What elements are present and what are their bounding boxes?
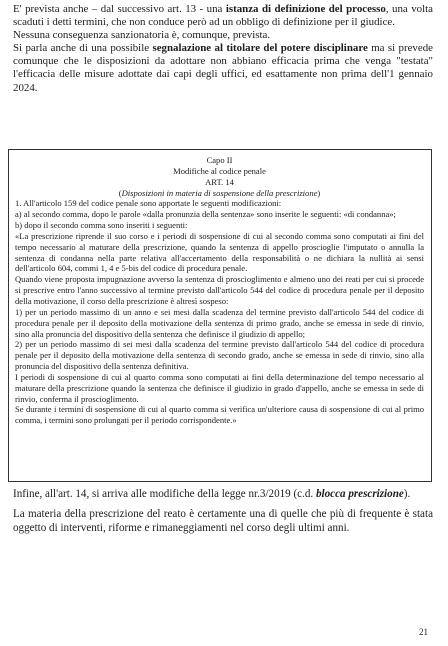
text: E' prevista anche – dal successivo art. 13 - una bbox=[13, 3, 226, 15]
article-line: a) al secondo comma, dopo le parole «dalla pronunzia della sentenza» sono inserite le seguenti: «di condanna»; bbox=[15, 209, 396, 220]
article-line: Se durante i termini di sospensione di cui al quarto comma si verifica un'ulteriore causa di sospensione di cui al primo comma, i termini sono prolungati per il periodo corrispondente.» bbox=[15, 404, 424, 426]
bold-italic-text: blocca prescrizione bbox=[315, 488, 404, 500]
text: ). bbox=[403, 488, 411, 500]
capo-heading: Capo II bbox=[206, 155, 233, 165]
article-line: b) dopo il secondo comma sono inseriti i seguenti: bbox=[15, 220, 188, 231]
text: Si parla anche di una possibile bbox=[13, 42, 153, 55]
article-line: Quando viene proposta impugnazione avverso la sentenza di proscioglimento e almeno uno dei reati per cui si procede si prescrive entro l'anno successivo al termine previsto dall'articolo 544 del codice di procedura penale per il deposito della motivazione, il corso della prescrizione è altresì sospeso: bbox=[15, 274, 424, 306]
law-text-box bbox=[8, 149, 432, 482]
outro-section bbox=[13, 487, 433, 536]
rubric-text: Disposizioni in materia di sospensione della prescrizione bbox=[121, 187, 318, 198]
article-line: «La prescrizione riprende il suo corso e i periodi di sospensione di cui al secondo comma sono computati ai fini del tempo necessario al maturare della prescrizione, quando la sentenza di appello proscioglie l'imputato o annulla la sentenza di condanna nella parte relativa all'accertamento della responsabilità o ne dichiara la nullità ai sensi dell'articolo 604, commi 1, 4 e 5-bis del codice di procedura penale. bbox=[15, 230, 424, 274]
text: ma si prevede comunque che le disposizioni da adottare non abbiano efficacia prima che venga "testata" l'efficacia delle misure adottate dai capi degli uffici, ed esattamente non prima dell'1 gennaio 2024. bbox=[13, 42, 433, 94]
article-lines bbox=[15, 198, 424, 426]
capo-subheading: Modifiche al codice penale bbox=[173, 165, 266, 176]
article-line: 2) per un periodo massimo di sei mesi dalla scadenza del termine previsto dall'articolo 544 del codice di procedura penale per il deposito della motivazione della sentenza di secondo grado, anche se emessa in sede di rinvio, sino alla pronuncia del dispositivo della sentenza definitiva. bbox=[15, 339, 424, 372]
text: Infine, all'art. 14, si arriva alle modifiche della legge nr.3/2019 (c.d. bbox=[13, 488, 316, 500]
article-line: 1. All'articolo 159 del codice penale sono apportate le seguenti modificazioni: bbox=[15, 198, 282, 209]
text: , una volta scaduti i detti termini, che non conduce però ad un obbligo di definizione per il giudice. bbox=[13, 3, 433, 29]
bold-text: istanza di definizione del processo bbox=[225, 3, 386, 15]
bold-text: segnalazione al titolare del potere disciplinare bbox=[152, 42, 368, 55]
article-rubric: (Disposizioni in materia di sospensione della prescrizione) bbox=[118, 187, 321, 198]
intro-paragraph-2: Nessuna conseguenza sanzionatoria è, comunque, prevista. bbox=[13, 29, 271, 42]
page-number: 21 bbox=[419, 627, 428, 637]
article-heading: ART. 14 bbox=[205, 176, 234, 187]
intro-paragraph-1 bbox=[13, 3, 433, 29]
outro-paragraph-1 bbox=[13, 487, 433, 501]
outro-paragraph-2: La materia della prescrizione del reato è certamente una di quelle che più di frequente è stata oggetto di interventi, riforme e rimaneggiamenti nel corso degli ultimi anni. bbox=[13, 508, 433, 535]
article-line: 1) per un periodo massimo di un anno e sei mesi dalla scadenza del termine previsto dall'articolo 544 del codice di procedura penale per il deposito della motivazione della sentenza di primo grado, anche se emessa in sede di rinvio, sino alla pronuncia del dispositivo della sentenza che definisce il giudizio di appello; bbox=[15, 306, 424, 339]
intro-paragraph-3 bbox=[13, 42, 433, 94]
intro-section bbox=[13, 3, 433, 95]
article-line: I periodi di sospensione di cui al quarto comma sono computati ai fini della determinazione del tempo necessario al maturare della prescrizione quando la sentenza che definisce il giudizio in grado d'appello, anche se emessa in sede di rinvio, conferma il proscioglimento. bbox=[15, 371, 424, 404]
